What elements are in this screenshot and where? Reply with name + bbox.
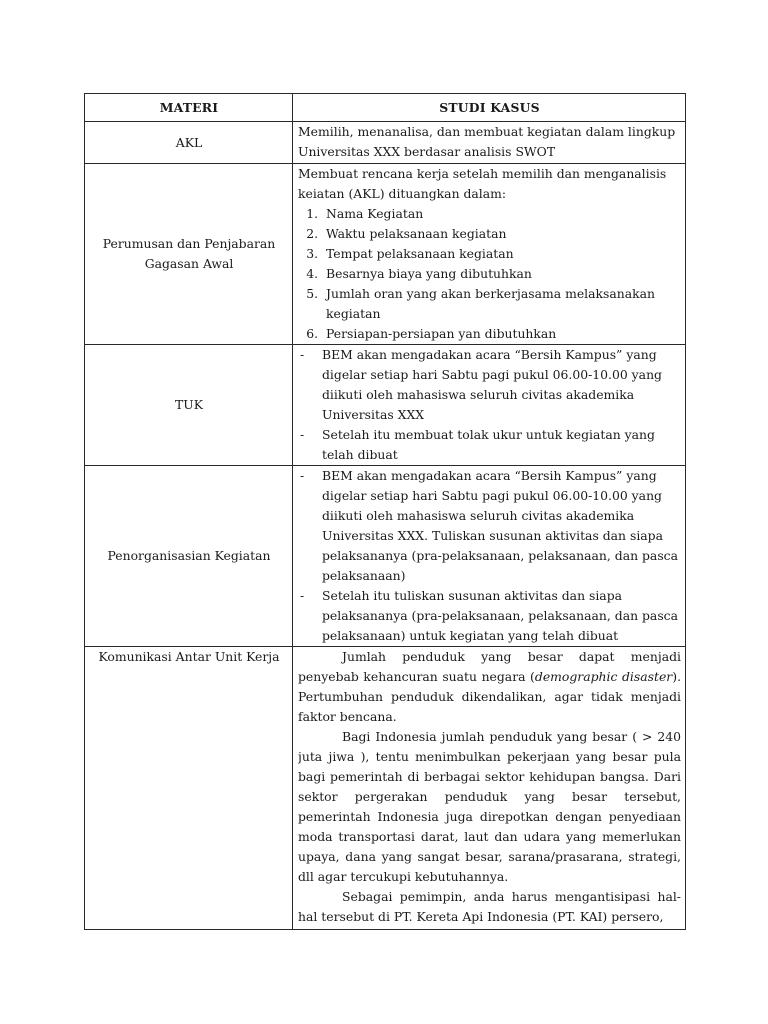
list-item: 3. Tempat pelaksanaan kegiatan — [322, 244, 681, 264]
list-item: 2. Waktu pelaksanaan kegiatan — [322, 224, 681, 244]
table-row — [85, 122, 686, 164]
komunikasi-paragraph-3: Sebagai pemimpin, anda harus mengantisipasi hal-hal tersebut di PT. Kereta Api Indonesia (PT. KAI) persero, — [298, 889, 681, 924]
list-item: 5. Jumlah oran yang akan berkerjasama melaksanakan kegiatan — [322, 284, 681, 324]
table-row — [85, 466, 686, 647]
perumusan-list — [298, 204, 681, 344]
case-study-table — [84, 93, 686, 930]
studi-tuk — [293, 345, 686, 466]
komunikasi-paragraph-1 — [298, 647, 681, 727]
materi-tuk: TUK — [85, 345, 293, 466]
table-row — [85, 647, 686, 930]
paragraph-text: ). Pertumbuhan penduduk dikendalikan, agar tidak menjadi faktor bencana. — [298, 669, 681, 724]
list-item: - BEM akan mengadakan acara “Bersih Kampus” yang digelar setiap hari Sabtu pagi pukul 06.00-10.00 yang diikuti oleh mahasiswa seluruh civitas akademika Universitas XXX — [298, 345, 681, 425]
studi-perumusan — [293, 164, 686, 345]
list-item: 6. Persiapan-persiapan yan dibutuhkan — [322, 324, 681, 344]
header-materi: MATERI — [85, 94, 293, 122]
paragraph-text: Jumlah penduduk yang besar dapat menjadi penyebab kehancuran suatu negara ( — [298, 649, 681, 684]
table-row — [85, 345, 686, 466]
perumusan-intro: Membuat rencana kerja setelah memilih dan menganalisis keiatan (AKL) dituangkan dalam: — [298, 166, 667, 201]
studi-komunikasi — [293, 647, 686, 930]
header-studi-kasus: STUDI KASUS — [293, 94, 686, 122]
list-item: 1. Nama Kegiatan — [322, 204, 681, 224]
list-item: - Setelah itu membuat tolak ukur untuk kegiatan yang telah dibuat — [298, 425, 681, 465]
list-item: - BEM akan mengadakan acara “Bersih Kampus” yang digelar setiap hari Sabtu pagi pukul 06.00-10.00 yang diikuti oleh mahasiswa seluruh civitas akademika Universitas XXX. Tuliskan susunan aktivitas dan siapa pelaksananya (pra-pelaksanaan, pelaksanaan, dan pasca pelaksanaan) — [298, 466, 681, 586]
materi-akl: AKL — [85, 122, 293, 164]
emphasis-text: demographic disaster — [534, 669, 673, 684]
materi-penorganisasian: Penorganisasian Kegiatan — [85, 466, 293, 647]
komunikasi-paragraph-2: Bagi Indonesia jumlah penduduk yang besar ( > 240 juta jiwa ), tentu menimbulkan pekerjaan yang besar pula bagi pemerintah di berbagai sektor kehidupan bangsa. Dari sektor pergerakan penduduk yang besar tersebut, pemerintah Indonesia juga direpotkan dengan penyediaan moda transportasi darat, laut dan udara yang memerlukan upaya, dana yang sangat besar, sarana/prasarana, strategi, dll agar tercukupi kebutuhannya. — [298, 729, 681, 884]
materi-komunikasi: Komunikasi Antar Unit Kerja — [85, 647, 293, 930]
materi-perumusan: Perumusan dan Penjabaran Gagasan Awal — [85, 164, 293, 345]
studi-penorganisasian — [293, 466, 686, 647]
tuk-list — [298, 345, 681, 465]
table-header-row — [85, 94, 686, 122]
table-row — [85, 164, 686, 345]
studi-akl: Memilih, menanalisa, dan membuat kegiatan dalam lingkup Universitas XXX berdasar analisis SWOT — [293, 122, 686, 164]
komunikasi-text — [298, 647, 681, 929]
list-item: 4. Besarnya biaya yang dibutuhkan — [322, 264, 681, 284]
penorganisasian-list — [298, 466, 681, 646]
list-item: - Setelah itu tuliskan susunan aktivitas dan siapa pelaksananya (pra-pelaksanaan, pelaksanaan, dan pasca pelaksanaan) untuk kegiatan yang telah dibuat — [298, 586, 681, 646]
